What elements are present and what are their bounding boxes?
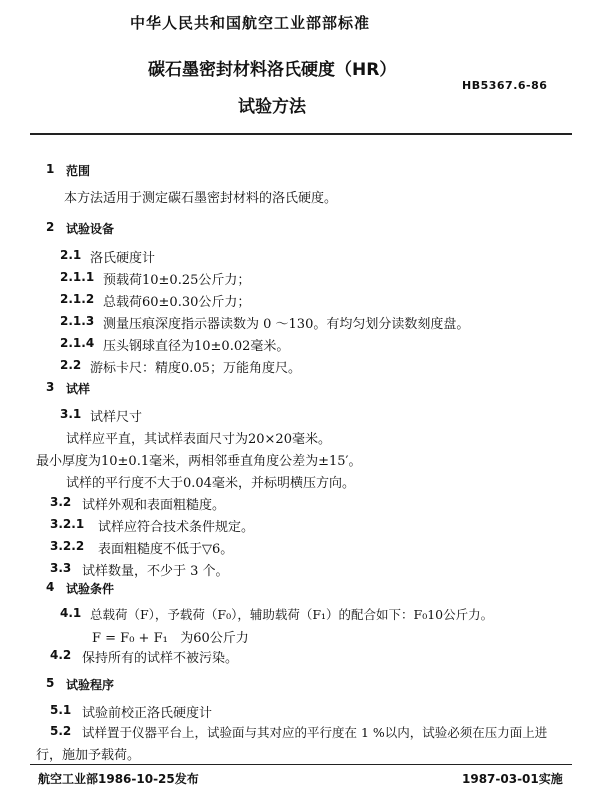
- header-rule: [30, 133, 572, 135]
- footer-rule: [30, 764, 572, 765]
- clause-text-continued: 行，施加予载荷。: [36, 748, 141, 763]
- clause-text: 预载荷10±0.25公斤力；: [103, 273, 251, 288]
- section-3-number: 3: [46, 380, 55, 394]
- clause-number: 2.1.3: [60, 314, 95, 328]
- clause-number: 2.1.2: [60, 292, 95, 306]
- clause-text: 试样应符合技术条件规定。: [98, 520, 255, 535]
- clause-text: 保持所有的试样不被污染。: [82, 651, 239, 666]
- clause-text: 试样尺寸: [90, 410, 143, 425]
- clause-number: 4.2: [50, 648, 72, 662]
- section-2-number: 2: [46, 220, 55, 234]
- clause-text: 压头钢球直径为10±0.02毫米。: [103, 339, 290, 354]
- clause-number: 5.1: [50, 703, 72, 717]
- clause-text: 洛氏硬度计: [90, 251, 156, 266]
- clause-text: 试样数量，不少于 3 个。: [82, 564, 229, 579]
- paragraph: 试样应平直，其试样表面尺寸为20×20毫米。: [66, 432, 331, 447]
- clause-number: 2.1.4: [60, 336, 95, 350]
- paragraph: 最小厚度为10±0.1毫米，两相邻垂直角度公差为±15′。: [36, 454, 362, 469]
- section-5-number: 5: [46, 676, 55, 690]
- section-4-title: 试验条件: [66, 582, 115, 596]
- clause-number: 3.1: [60, 407, 82, 421]
- clause-number: 2.2: [60, 358, 82, 372]
- clause-number: 2.1: [60, 248, 82, 262]
- clause-number: 2.1.1: [60, 270, 95, 284]
- section-1-number: 1: [46, 162, 55, 176]
- standard-org-heading: 中华人民共和国航空工业部部标准: [130, 14, 371, 32]
- clause-text: 试样外观和表面粗糙度。: [82, 498, 226, 513]
- section-1-title: 范围: [66, 164, 91, 178]
- section-4-number: 4: [46, 580, 55, 594]
- clause-text: 游标卡尺：精度0.05；万能角度尺。: [90, 361, 301, 376]
- clause-text: 试样置于仪器平台上，试验面与其对应的平行度在 1 %以内，试验必须在压力面上进: [82, 725, 548, 740]
- section-5-title: 试验程序: [66, 678, 115, 692]
- clause-number: 3.2: [50, 495, 72, 509]
- clause-number: 5.2: [50, 724, 72, 738]
- clause-number: 4.1: [60, 606, 82, 620]
- clause-text: 表面粗糙度不低于▽6。: [98, 542, 234, 557]
- clause-text: 总载荷（F），予载荷（F₀），辅助载荷（F₁）的配合如下：F₀10公斤力。: [90, 607, 494, 622]
- document-title-line2: 试验方法: [238, 97, 306, 117]
- section-1-paragraph: 本方法适用于测定碳石墨密封材料的洛氏硬度。: [64, 191, 338, 206]
- formula: F = F₀ + F₁ 为60公斤力: [92, 631, 249, 646]
- clause-text: 测量压痕深度指示器读数为 0 ～130。有均匀划分读数刻度盘。: [103, 317, 470, 332]
- document-title: 碳石墨密封材料洛氏硬度（HR）: [148, 60, 397, 80]
- clause-number: 3.3: [50, 561, 72, 575]
- issue-date: 航空工业部1986-10-25发布: [38, 772, 199, 786]
- clause-text: 总载荷60±0.30公斤力；: [103, 295, 251, 310]
- effective-date: 1987-03-01实施: [462, 772, 563, 786]
- section-3-title: 试样: [66, 382, 91, 396]
- standard-code: HB5367.6-86: [462, 79, 548, 92]
- section-2-title: 试验设备: [66, 222, 115, 236]
- clause-number: 3.2.1: [50, 517, 85, 531]
- clause-text: 试验前校正洛氏硬度计: [82, 706, 213, 721]
- paragraph: 试样的平行度不大于0.04毫米，并标明横压方向。: [66, 476, 355, 491]
- clause-number: 3.2.2: [50, 539, 85, 553]
